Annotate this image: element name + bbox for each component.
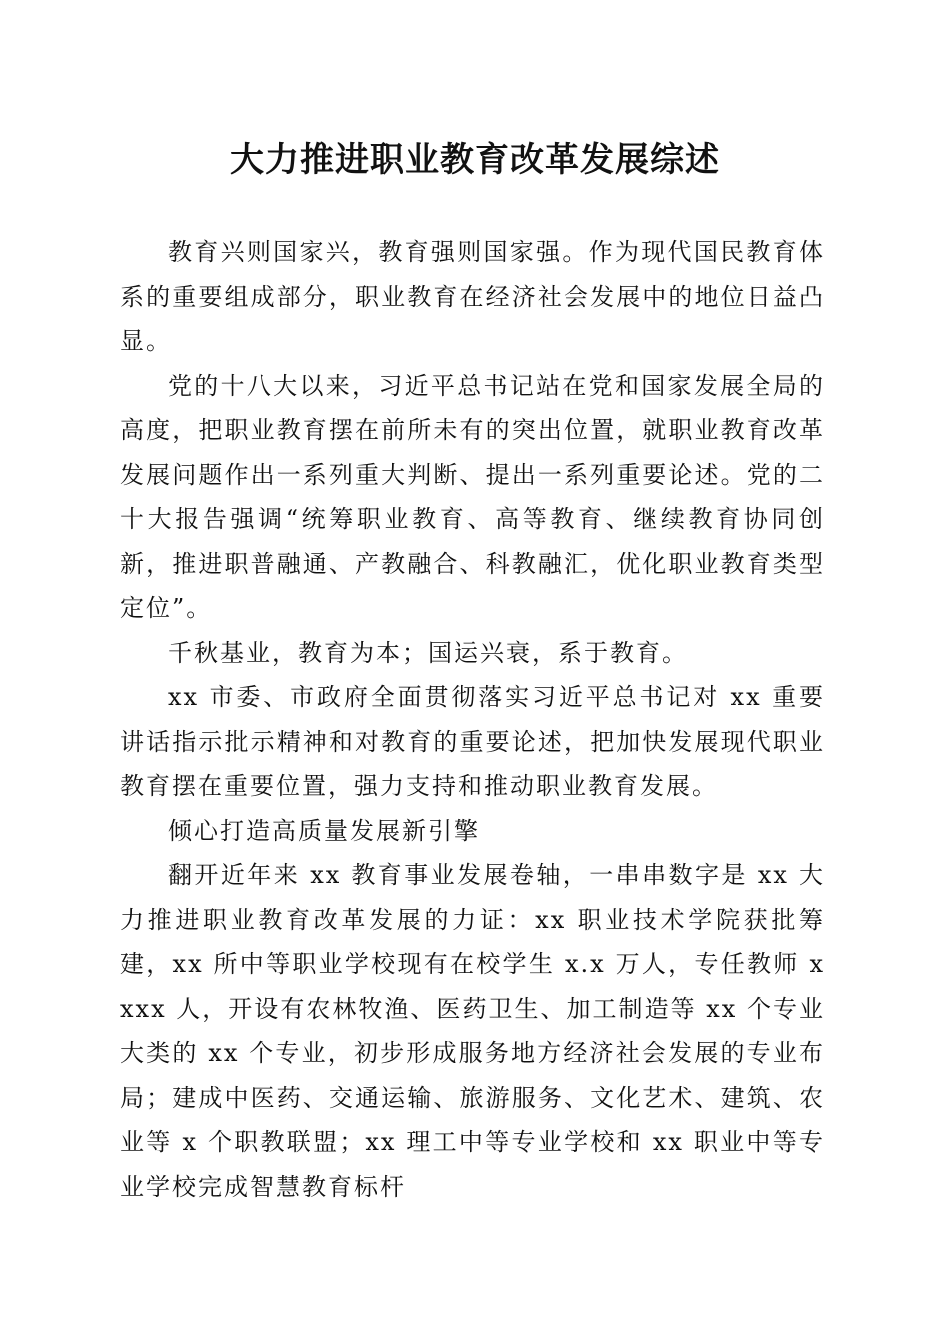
paragraph-party-congress: 党的十八大以来，习近平总书记站在党和国家发展全局的高度，把职业教育摆在前所未有的突出位置，就职业教育改革发展问题作出一系列重大判断、提出一系列重要论述。党的二十大报告强调“统筹职业教育、高等教育、继续教育协同创新，推进职普融通、产教融合、科教融汇，优化职业教育类型定位”。 — [120, 371, 825, 622]
document-body — [120, 230, 825, 1209]
document-title: 大力推进职业教育改革发展综述 — [230, 140, 720, 180]
paragraph-achievements: 翻开近年来 xx 教育事业发展卷轴，一串串数字是 xx 大力推进职业教育改革发展的力证：xx 职业技术学院获批筹建，xx 所中等职业学校现有在校学生 x.x 万人，专任教师 xxxx 人，开设有农林牧渔、医药卫生、加工制造等 xx 个专业大类的 xx 个专业，初步形成服务地方经济社会发展的专业布局；建成中医药、交通运输、旅游服务、文化艺术、建筑、农业等 x 个职教联盟；xx 理工中等专业学校和 xx 职业中等专业学校完成智慧教育标杆 — [120, 861, 825, 1201]
section-heading: 倾心打造高质量发展新引擎 — [168, 816, 480, 845]
paragraph-foundation: 千秋基业，教育为本；国运兴衰，系于教育。 — [168, 638, 688, 667]
paragraph-municipal: xx 市委、市政府全面贯彻落实习近平总书记对 xx 重要讲话指示批示精神和对教育的重要论述，把加快发展现代职业教育摆在重要位置，强力支持和推动职业教育发展。 — [120, 683, 825, 800]
paragraph-intro: 教育兴则国家兴，教育强则国家强。作为现代国民教育体系的重要组成部分，职业教育在经济社会发展中的地位日益凸显。 — [120, 238, 825, 355]
